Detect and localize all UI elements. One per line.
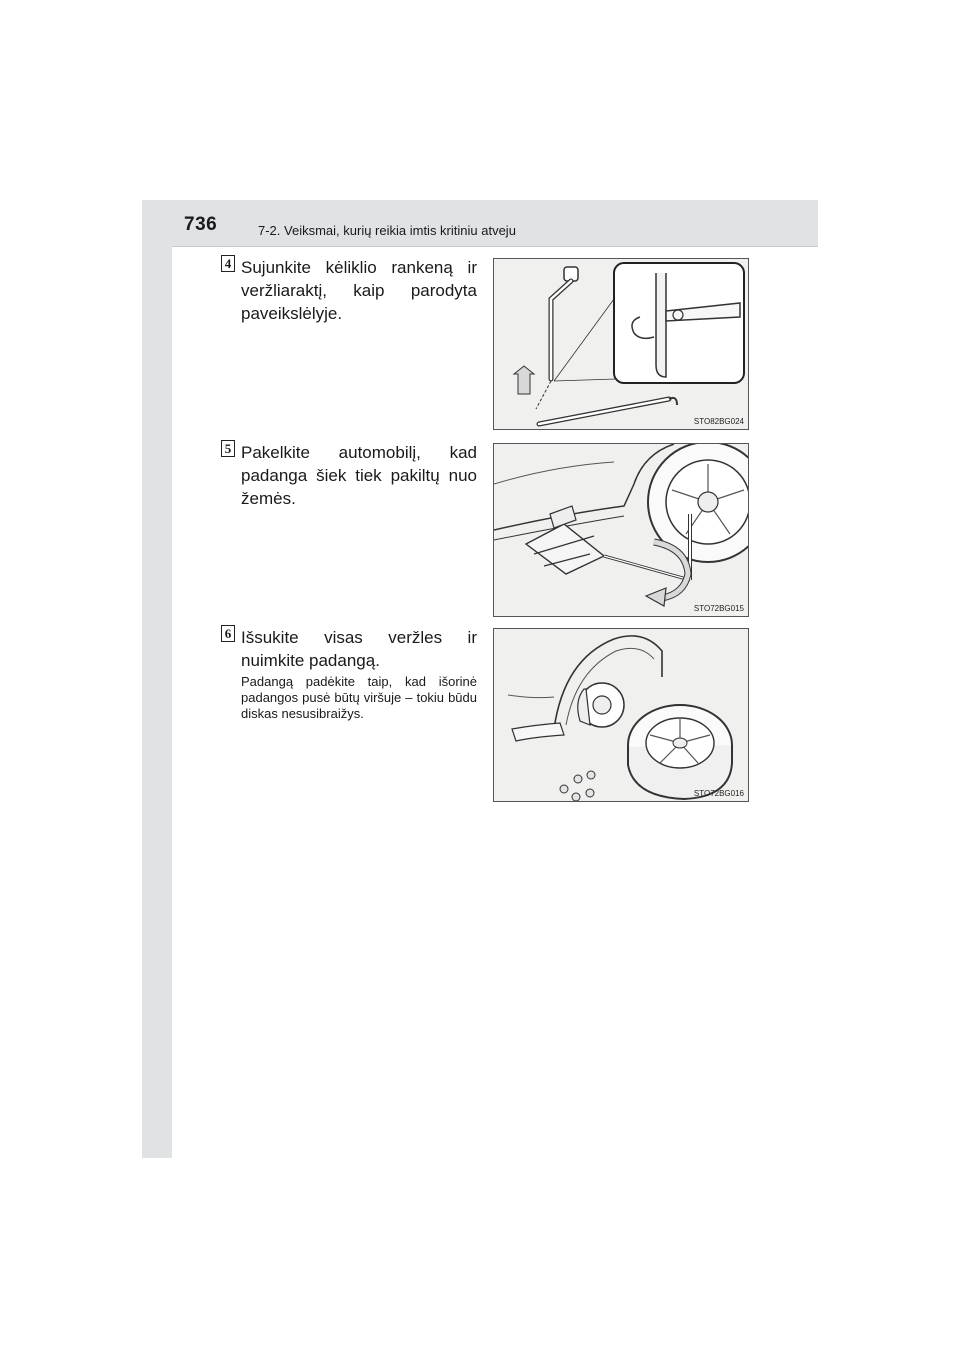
figure-code: STO82BG024 bbox=[693, 417, 744, 426]
step-marker-5: 5 bbox=[221, 440, 235, 457]
figure-remove-tire bbox=[493, 628, 749, 802]
step-6-text: Išsukite visas veržles ir nuimkite padangą. bbox=[241, 628, 477, 670]
step-marker-4: 4 bbox=[221, 255, 235, 272]
figure-code: STO72BG015 bbox=[693, 604, 744, 613]
figure-raise-vehicle bbox=[493, 443, 749, 617]
jack-handle-illustration bbox=[494, 259, 749, 430]
header-divider bbox=[172, 246, 818, 247]
page-number: 736 bbox=[184, 214, 218, 235]
remove-tire-illustration bbox=[494, 629, 749, 802]
raise-vehicle-illustration bbox=[494, 444, 749, 617]
step-5-text: Pakelkite automobilį, kad padanga šiek tiek pakiltų nuo žemės. bbox=[241, 443, 477, 508]
figure-connect-jack-handle bbox=[493, 258, 749, 430]
step-4-text: Sujunkite kėliklio rankeną ir veržliaraktį, kaip parodyta paveikslėlyje. bbox=[241, 258, 477, 323]
step-6-note: Padangą padėkite taip, kad išorinė padangos pusė būtų viršuje – tokiu būdu diskas nesusibraižys. bbox=[241, 674, 477, 721]
step-marker-6: 6 bbox=[221, 625, 235, 642]
section-title: 7-2. Veiksmai, kurių reikia imtis kritiniu atveju bbox=[258, 223, 516, 238]
page-sidebar bbox=[142, 200, 172, 1158]
figure-code: STO72BG016 bbox=[693, 789, 744, 798]
